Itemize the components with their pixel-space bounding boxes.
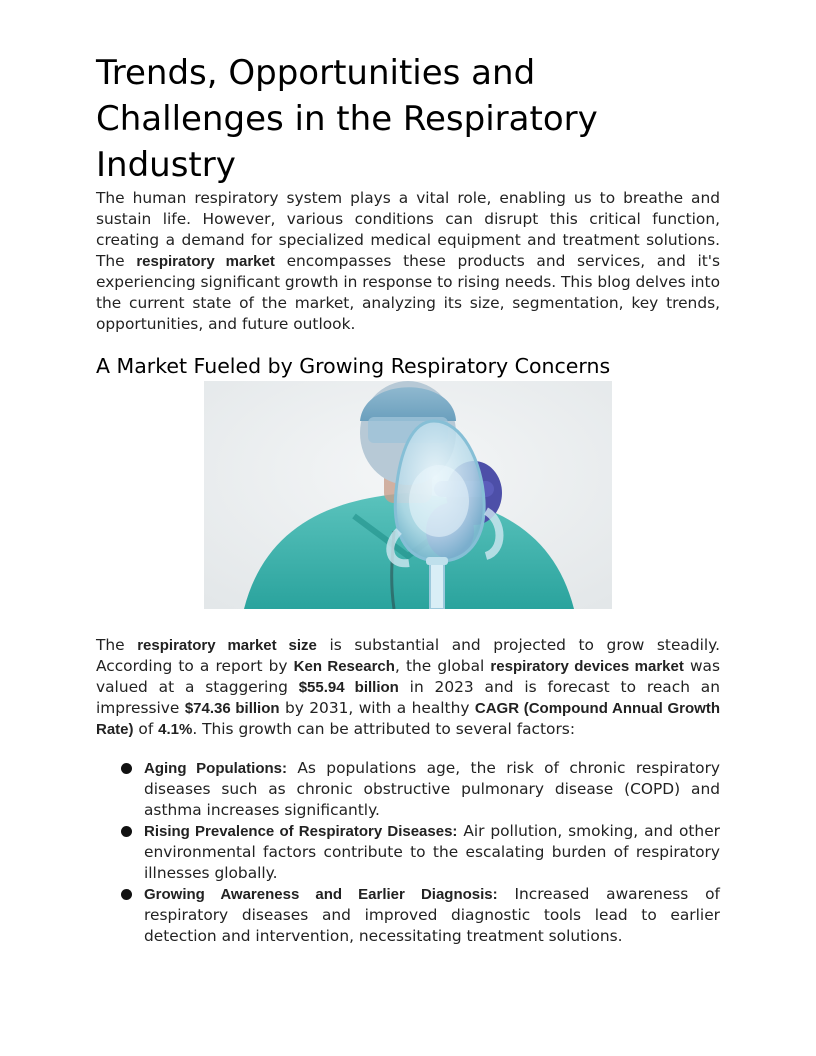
- document-title: Trends, Opportunities and Challenges in the Respiratory Industry: [96, 53, 598, 185]
- intro-paragraph: [96, 188, 720, 335]
- factor-text: Air pollution, smoking, and other environmental factors contribute to the escalating burden of respiratory illnesses globally.: [144, 822, 720, 882]
- list-item: [96, 758, 720, 821]
- market-bold-value-2031: $74.36 billion: [184, 700, 280, 717]
- intro-text-2: encompasses these products and services, and it's experiencing significant growth in response to rising needs. This blog delves into the current state of the market, analyzing its size, segmentation, key trends, opportunities, and future outlook.: [96, 252, 720, 333]
- section-heading: A Market Fueled by Growing Respiratory Concerns: [96, 354, 611, 378]
- market-text-5: in 2023 and is forecast to reach an impressive: [96, 678, 720, 717]
- market-text-6: by 2031, with a healthy: [279, 699, 475, 717]
- list-item: [96, 884, 720, 947]
- market-text-8: . This growth can be attributed to several factors:: [192, 720, 576, 738]
- oxygen-mask-photo: [204, 381, 612, 609]
- market-bold-size: respiratory market size: [137, 637, 317, 654]
- intro-bold-term: respiratory market: [136, 253, 275, 270]
- market-bold-cagr: CAGR (Compound Annual Growth Rate): [96, 700, 721, 738]
- market-size-paragraph: [96, 635, 720, 740]
- factor-text: Increased awareness of respiratory diseases and improved diagnostic tools lead to earlier detection and intervention, necessitating treatment solutions.: [144, 885, 720, 945]
- market-text-7: of: [133, 720, 159, 738]
- factor-label: Growing Awareness and Earlier Diagnosis:: [144, 886, 498, 903]
- intro-text-1: The human respiratory system plays a vital role, enabling us to breathe and sustain life. However, various conditions can disrupt this critical function, creating a demand for specialized medical equipment and treatment solutions. The: [96, 189, 720, 270]
- list-item: [96, 821, 720, 884]
- market-bold-rate: 4.1%: [158, 721, 193, 738]
- market-bold-value-2023: $55.94 billion: [298, 679, 399, 696]
- market-text-3: , the global: [394, 657, 491, 675]
- market-bold-source: Ken Research: [293, 658, 395, 675]
- bullet-icon: [121, 826, 132, 837]
- factor-label: Aging Populations:: [144, 760, 287, 777]
- market-text-4: was valued at a staggering: [96, 657, 721, 696]
- market-text-1: The: [96, 636, 138, 654]
- bullet-icon: [121, 763, 132, 774]
- factor-label: Rising Prevalence of Respiratory Diseases:: [144, 823, 458, 840]
- document-page: [96, 50, 720, 947]
- market-bold-devices: respiratory devices market: [490, 658, 684, 675]
- growth-factors-list: [96, 758, 720, 947]
- factor-text: As populations age, the risk of chronic respiratory diseases such as chronic obstructive pulmonary disease (COPD) and asthma increases significantly.: [144, 759, 721, 819]
- bullet-icon: [121, 889, 132, 900]
- market-text-2: is substantial and projected to grow steadily. According to a report by: [96, 636, 720, 675]
